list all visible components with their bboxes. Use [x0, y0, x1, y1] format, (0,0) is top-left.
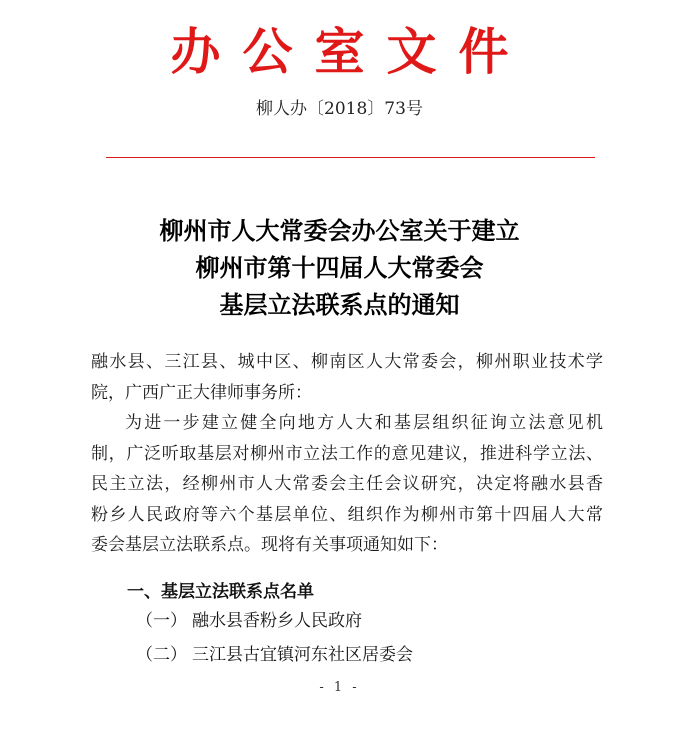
paragraph-line-4: 粉乡人民政府等六个基层单位、组织作为柳州市第十四届人大常: [91, 504, 603, 525]
paragraph-line-1: 为进一步建立健全向地方人大和基层组织征询立法意见机: [125, 413, 603, 433]
document-header-title: 办公室文件: [170, 22, 531, 81]
section-heading: 一、基层立法联系点名单: [127, 582, 314, 602]
list-item-text: 三江县古宜镇河东社区居委会: [192, 645, 413, 665]
addressee-line-1: 融水县、三江县、城中区、柳南区人大常委会，柳州职业技术学: [91, 352, 603, 372]
notice-title: [0, 212, 679, 323]
list-item-text: 融水县香粉乡人民政府: [192, 611, 362, 631]
notice-title-line-1: 柳州市人大常委会办公室关于建立: [159, 216, 520, 245]
paragraph-line-5: 委会基层立法联系点。现将有关事项通知如下：: [91, 535, 448, 555]
list-item-number: （一）: [136, 611, 187, 631]
page-number: - 1 -: [319, 680, 360, 695]
notice-body: [91, 347, 603, 561]
list-item: [136, 640, 413, 670]
paragraph-line-3: 民主立法，经柳州市人大常委会主任会议研究，决定将融水县香: [91, 474, 603, 494]
notice-title-line-2: 柳州市第十四届人大常委会: [195, 253, 484, 282]
red-separator-line: [106, 157, 595, 158]
document-number: 柳人办〔2018〕73号: [256, 99, 423, 119]
list-item: [136, 606, 362, 636]
list-item-number: （二）: [136, 645, 187, 665]
paragraph-line-2: 制，广泛听取基层对柳州市立法工作的意见建议，推进科学立法、: [91, 443, 603, 464]
addressee-line-2: 院，广西广正大律师事务所：: [91, 382, 312, 403]
notice-title-line-3: 基层立法联系点的通知: [219, 290, 460, 319]
